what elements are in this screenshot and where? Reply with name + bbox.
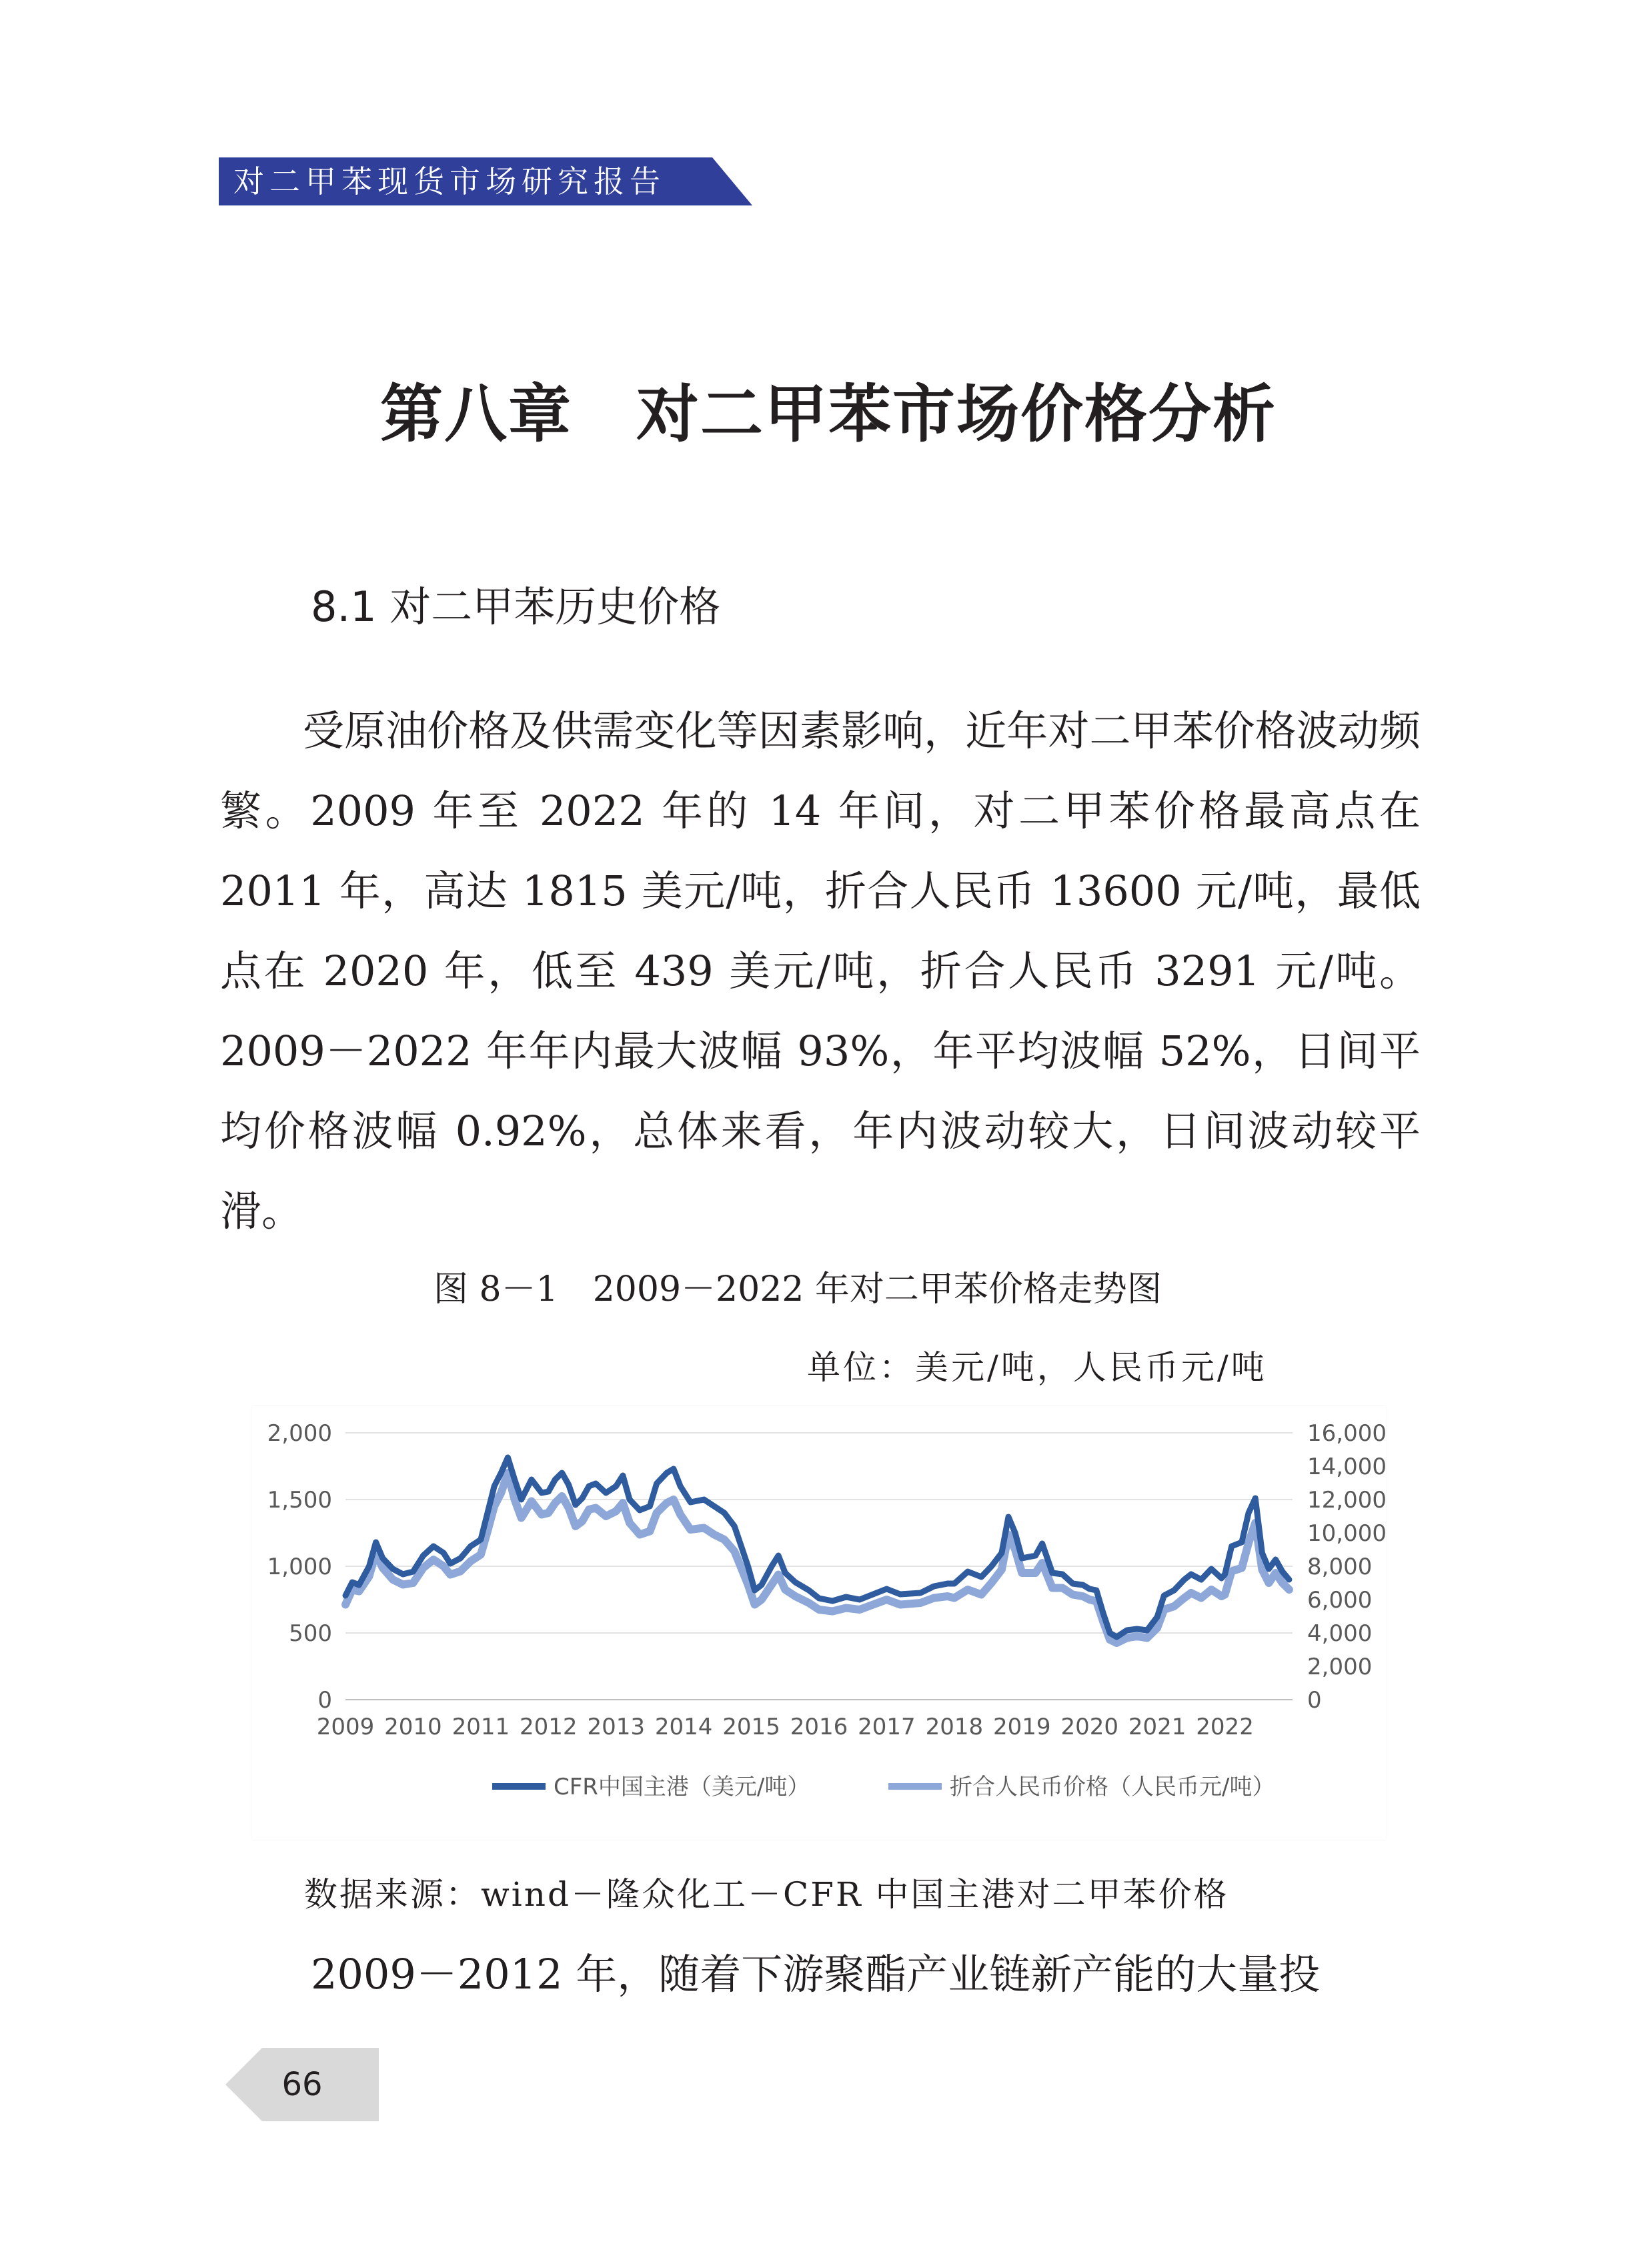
y-right-tick-label: 12,000 xyxy=(1307,1487,1386,1514)
running-header-title: 对二甲苯现货市场研究报告 xyxy=(233,163,666,199)
series-line-2 xyxy=(345,1473,1289,1643)
x-tick-label: 2009 xyxy=(316,1714,375,1740)
y-right-tick-label: 6,000 xyxy=(1307,1587,1373,1614)
price-trend-chart xyxy=(252,1406,1386,1840)
y-right-tick-label: 10,000 xyxy=(1307,1520,1386,1547)
y-left-tick-label: 0 xyxy=(317,1687,332,1714)
x-tick-label: 2020 xyxy=(1060,1714,1118,1740)
y-left-tick-label: 500 xyxy=(289,1620,332,1647)
page-number-badge xyxy=(225,2048,379,2121)
running-header-banner xyxy=(219,157,752,205)
body-paragraph: 受原油价格及供需变化等因素影响，近年对二甲苯价格波动频繁。2009 年至 2022 年的 14 年间，对二甲苯价格最高点在 2011 年，高达 1815 美元/吨，折合人民币 13600 元/吨，最低点在 2020 年，低至 439 美元/吨，折合人民币 3291 元/吨。2009－2022 年年内最大波幅 93%，年平均波幅 52%，日间平均价格波幅 0.92%，总体来看，年内波动较大，日间波动较平滑。 xyxy=(220,706,1421,1235)
x-tick-label: 2014 xyxy=(654,1714,713,1740)
y-right-tick-label: 4,000 xyxy=(1307,1620,1373,1647)
section-heading: 8.1 对二甲苯历史价格 xyxy=(311,582,721,631)
price-trend-chart-svg xyxy=(252,1406,1386,1840)
y-right-tick-label: 2,000 xyxy=(1307,1654,1373,1680)
data-source-note: 数据来源：wind－隆众化工－CFR 中国主港对二甲苯价格 xyxy=(304,1875,1229,1914)
x-tick-label: 2019 xyxy=(993,1714,1051,1740)
x-tick-label: 2021 xyxy=(1128,1714,1186,1740)
figure-unit-label: 单位：美元/吨，人民币元/吨 xyxy=(807,1348,1267,1387)
y-right-tick-label: 8,000 xyxy=(1307,1554,1373,1580)
legend-label-2: 折合人民币价格（人民币元/吨） xyxy=(950,1774,1275,1800)
x-tick-label: 2015 xyxy=(722,1714,780,1740)
y-left-tick-label: 1,500 xyxy=(267,1487,332,1514)
x-tick-label: 2012 xyxy=(520,1714,578,1740)
x-tick-label: 2016 xyxy=(790,1714,848,1740)
x-tick-label: 2017 xyxy=(858,1714,916,1740)
body-paragraph-2: 2009－2012 年，随着下游聚酯产业链新产能的大量投 xyxy=(311,1950,1321,1999)
x-tick-label: 2011 xyxy=(452,1714,510,1740)
x-tick-label: 2018 xyxy=(925,1714,984,1740)
y-right-tick-label: 0 xyxy=(1307,1687,1322,1714)
figure-caption: 图 8－1 2009－2022 年对二甲苯价格走势图 xyxy=(434,1269,1162,1309)
legend-label-1: CFR中国主港（美元/吨） xyxy=(554,1774,810,1800)
y-right-tick-label: 14,000 xyxy=(1307,1454,1386,1480)
page-number: 66 xyxy=(281,2066,323,2103)
x-tick-label: 2013 xyxy=(587,1714,645,1740)
y-left-tick-label: 2,000 xyxy=(267,1420,332,1447)
x-tick-label: 2010 xyxy=(384,1714,442,1740)
x-tick-label: 2022 xyxy=(1196,1714,1254,1740)
y-right-tick-label: 16,000 xyxy=(1307,1420,1386,1447)
y-left-tick-label: 1,000 xyxy=(267,1554,332,1580)
chapter-title: 第八章 对二甲苯市场价格分析 xyxy=(380,378,1277,451)
